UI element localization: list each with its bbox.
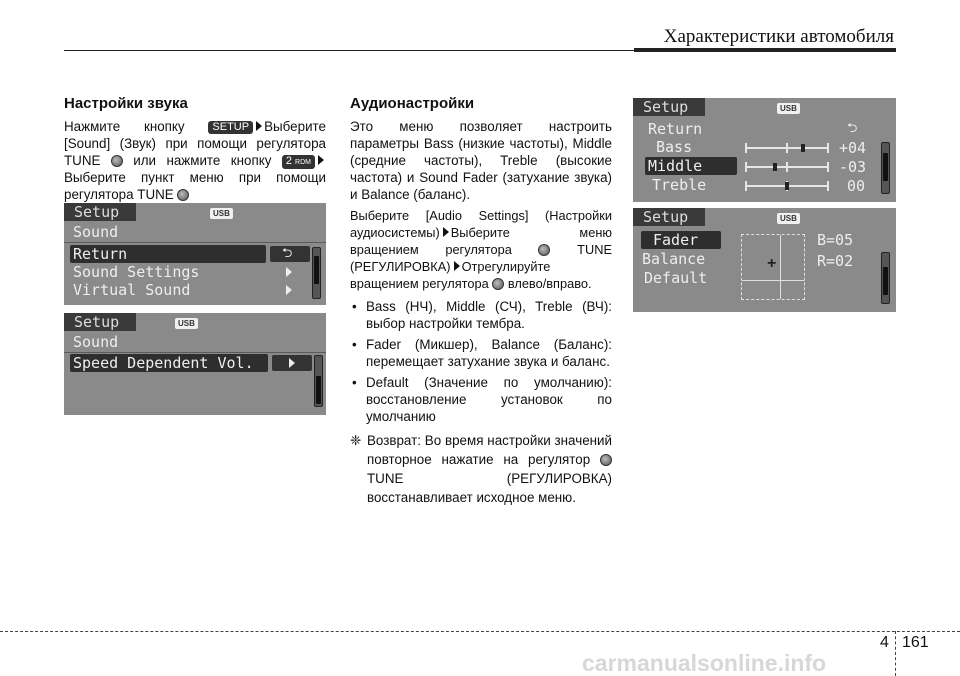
scrollbar-thumb[interactable]: [314, 256, 319, 284]
fader-value: B=05: [817, 231, 854, 249]
middle-slider[interactable]: [745, 162, 829, 172]
usb-icon: USB: [777, 213, 800, 224]
menu-item-middle[interactable]: Middle: [645, 157, 737, 175]
bass-value: +04: [839, 139, 867, 157]
usb-icon: USB: [210, 208, 233, 219]
tune-knob-icon: [600, 454, 612, 466]
page-number: 161: [902, 634, 929, 651]
tune-knob-icon: [111, 155, 123, 167]
return-icon: ⮌: [282, 246, 293, 261]
menu-item-speed-dependent-vol[interactable]: Speed Dependent Vol.: [70, 354, 268, 372]
tune-knob-icon: [177, 189, 189, 201]
audio-settings-instructions: Выберите [Audio Settings] (Настройки аудиосистемы) Выберите меню вращением регулятора TUNE (РЕГУЛИРОВКА) Отрегулируйте вращением регулятора влево/вправо.: [350, 208, 612, 291]
slider-knob[interactable]: [785, 182, 789, 190]
tune-knob-icon: [538, 244, 550, 256]
audio-settings-heading: Аудионастройки: [350, 95, 475, 112]
sound-settings-section: [64, 95, 326, 207]
menu-item-default[interactable]: Default: [644, 269, 708, 287]
return-icon: ⮌: [847, 121, 858, 136]
menu-item-fader[interactable]: Fader: [641, 231, 721, 249]
scrollbar-thumb[interactable]: [883, 267, 888, 295]
arrow-right-icon: [318, 155, 324, 165]
list-item: • Bass (НЧ), Middle (СЧ), Treble (ВЧ): выбор настройки тембра.: [350, 298, 612, 332]
page-header-title: Характеристики автомобиля: [663, 26, 894, 47]
scrollbar[interactable]: [881, 142, 890, 194]
list-item: • Fader (Микшер), Balance (Баланс): перемещает затухание звука и баланс.: [350, 336, 612, 370]
menu-item-sound[interactable]: Sound: [73, 223, 119, 241]
setup-fader-screen: [633, 208, 896, 312]
screen-header: Setup: [633, 98, 705, 116]
scrollbar[interactable]: [314, 355, 323, 407]
rdm-button-badge: 2 RDM: [282, 155, 315, 169]
fader-balance-grid[interactable]: [741, 234, 805, 300]
setup-speed-volume-screen: [64, 313, 326, 415]
watermark: carmanualsonline.info: [582, 650, 827, 676]
menu-item-sound-settings[interactable]: Sound Settings: [73, 263, 200, 281]
tune-knob-icon: [492, 278, 504, 290]
submenu-arrow-icon: [286, 267, 292, 277]
menu-item-sound[interactable]: Sound: [73, 333, 119, 351]
menu-item-bass[interactable]: Bass: [656, 138, 693, 156]
menu-item-virtual-sound[interactable]: Virtual Sound: [73, 281, 191, 299]
audio-settings-list: [350, 298, 612, 425]
sound-settings-heading: Настройки звука: [64, 95, 188, 112]
balance-value: R=02: [817, 252, 854, 270]
screen-divider: [64, 242, 326, 243]
setup-tone-screen: [633, 98, 896, 202]
footer-divider: [895, 631, 896, 676]
menu-item-balance[interactable]: Balance: [642, 250, 706, 268]
screen-header: Setup: [64, 203, 136, 221]
arrow-right-icon: [443, 227, 449, 237]
note-mark-icon: ❈: [350, 433, 362, 448]
footer-rule: [0, 631, 960, 632]
setup-sound-screen: [64, 203, 326, 305]
screen-divider: [64, 352, 326, 353]
arrow-right-icon: [256, 121, 262, 131]
scrollbar[interactable]: [881, 252, 890, 304]
sound-settings-instructions: Нажмите кнопку SETUP Выберите [Sound] (Звук) при помощи регулятора TUNE или нажмите кнопку 2 RDM Выберите пункт меню при помощи регулятора TUNE: [64, 119, 326, 202]
header-bar: [634, 48, 896, 52]
audio-settings-intro: Это меню позволяет настроить параметры Bass (низкие частоты), Middle (средние частоты), Treble (высокие частота) и Sound Fader (затухание звука) и Balance (баланс).: [350, 119, 612, 202]
slider-knob[interactable]: [801, 144, 805, 152]
menu-item-treble[interactable]: Treble: [652, 176, 707, 194]
audio-settings-section: [350, 95, 612, 507]
menu-item-return[interactable]: Return: [70, 245, 266, 263]
header-rule: [64, 50, 634, 51]
return-note: ❈ Возврат: Во время настройки значений повторное нажатие на регулятор TUNE (РЕГУЛИРОВКА) восстанавливает исходное меню.: [350, 433, 612, 505]
chapter-number: 4: [880, 634, 889, 651]
treble-value: 00: [847, 177, 866, 195]
setup-button-badge: SETUP: [208, 121, 253, 134]
scrollbar[interactable]: [312, 247, 321, 299]
arrow-right-icon: [454, 261, 460, 271]
bass-slider[interactable]: [745, 143, 829, 153]
middle-value: -03: [839, 158, 867, 176]
submenu-arrow-icon: [286, 285, 292, 295]
usb-icon: USB: [175, 318, 198, 329]
treble-slider[interactable]: [745, 181, 829, 191]
slider-knob[interactable]: [773, 163, 777, 171]
balance-position-marker: +: [767, 255, 777, 272]
submenu-arrow-icon: [289, 358, 295, 368]
screen-header: Setup: [633, 208, 705, 226]
list-item: • Default (Значение по умолчанию): восстановление установок по умолчанию: [350, 374, 612, 425]
scrollbar-thumb[interactable]: [883, 153, 888, 181]
scrollbar-thumb[interactable]: [316, 376, 321, 404]
menu-item-return[interactable]: Return: [648, 120, 703, 138]
screen-header: Setup: [64, 313, 136, 331]
usb-icon: USB: [777, 103, 800, 114]
